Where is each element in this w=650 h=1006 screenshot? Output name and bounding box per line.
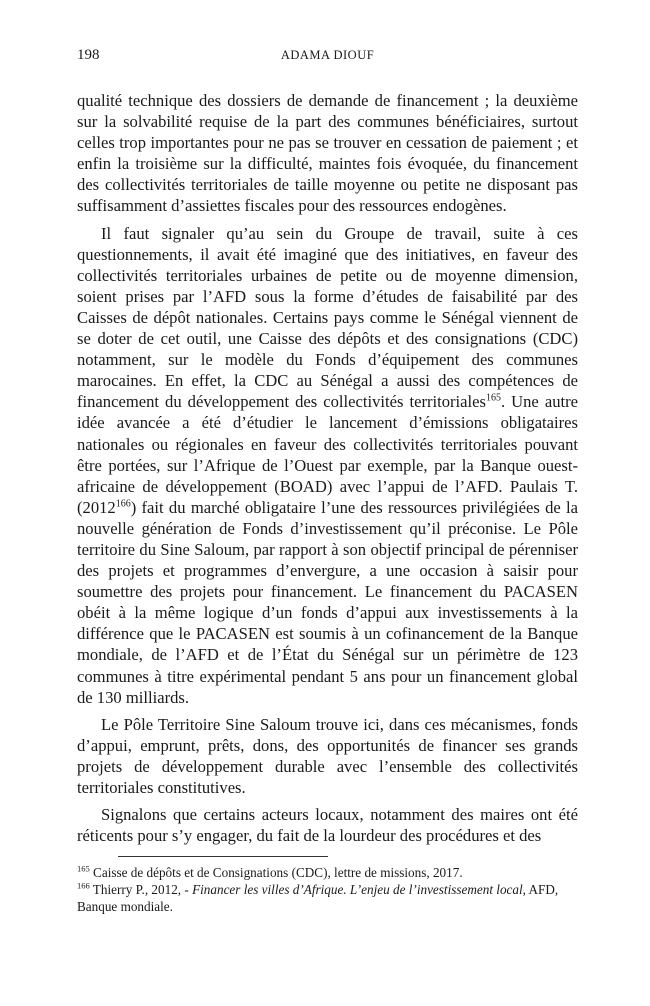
footnote-165 — [77, 864, 578, 881]
body-text — [77, 90, 578, 852]
footnote-text: Thierry P., 2012, - — [89, 882, 193, 897]
running-head: ADAMA DIOUF — [280, 48, 375, 62]
paragraph-continued: qualité technique des dossiers de demande de financement ; la deuxième sur la solvabilité requise de la part des communes bénéficiaires, surtout celles trop importantes pour ne pas se trouver en cessation de paiement ; et enfin la troisième sur la difficulté, maintes fois évoquée, du financement des collectivités territoriales de taille moyenne ou petite ne disposant pas suffisamment d’assiettes fiscales pour des ressources endogènes. — [77, 91, 578, 216]
paragraph-text: ) fait du marché obligataire l’une des ressources privilégiées de la nouvelle génération de Fonds d’investissement qu’il préconise. Le Pôle territoire du Sine Saloum, par rapport à son objectif principal de pérenniser des projets et programmes d’envergure, a une occasion à saisir pour soumettre des projets pour financement. Le financement du PACASEN obéit à la même logique d’un fonds d’appui aux investissements à la différence que le PACASEN est soumis à un cofinancement de la Banque mondiale, de l’AFD et de l’État du Sénégal sur un périmètre de 123 communes à titre expérimental pendant 5 ans pour un financement global de 130 milliards. — [77, 497, 578, 707]
paragraph-groupe-de-travail — [77, 223, 578, 708]
paragraph-pole-territoire: Le Pôle Territoire Sine Saloum trouve ici, dans ces mécanismes, fonds d’appui, emprunt, prêts, dons, des opportunités de financer ses grands projets de développement durable avec l’ensemble des collectivités territoriales constitutives. — [77, 714, 578, 797]
footnote-text: Caisse de dépôts et de Consignations (CDC), lettre de missions, 2017. — [89, 865, 463, 880]
paragraph-text: . Une autre idée avancée a été d’étudier le lancement d’émissions obligataires nationales ou régionales en faveur des collectivités territoriales pouvant être portées, sur l’Afrique de l’Ouest par exemple, par la Banque ouest-africaine de développement (BOAD) avec l’appui de l’AFD. Paulais T. (2012 — [77, 392, 578, 517]
footnote-text: , AFD, Banque mondiale. — [77, 882, 559, 914]
paragraph-text: Il faut signaler qu’au sein du Groupe de travail, suite à ces questionnements, il avait été imaginé que des initiatives, en faveur des collectivités territoriales urbaines de petite ou de moyenne dimension, soient prises par l’AFD sous la forme d’études de faisabilité par des Caisses de dépôt nationales. Certains pays comme le Sénégal viennent de se doter de cet outil, une Caisse des dépôts et des consignations (CDC) notamment, sur le modèle du Fonds d’équipement des communes marocaines. En effet, la CDC au Sénégal a aussi des compétences de financement du développement des collectivités territoriales — [77, 223, 578, 412]
footnote-number: 165 — [77, 863, 90, 874]
footnote-ref-166: 166 — [115, 498, 131, 510]
footnote-separator — [118, 856, 328, 857]
page-header — [77, 47, 578, 67]
footnotes — [77, 864, 578, 915]
footnote-number: 166 — [77, 880, 90, 891]
footnote-title: Financer les villes d’Afrique. L’enjeu de l’investissement local — [192, 882, 523, 897]
paragraph-signalons: Signalons que certains acteurs locaux, notamment des maires ont été réticents pour s’y engager, du fait de la lourdeur des procédures et des — [77, 805, 578, 846]
footnote-166 — [77, 881, 578, 915]
page-number: 198 — [77, 47, 100, 63]
footnote-ref-165: 165 — [485, 392, 501, 404]
